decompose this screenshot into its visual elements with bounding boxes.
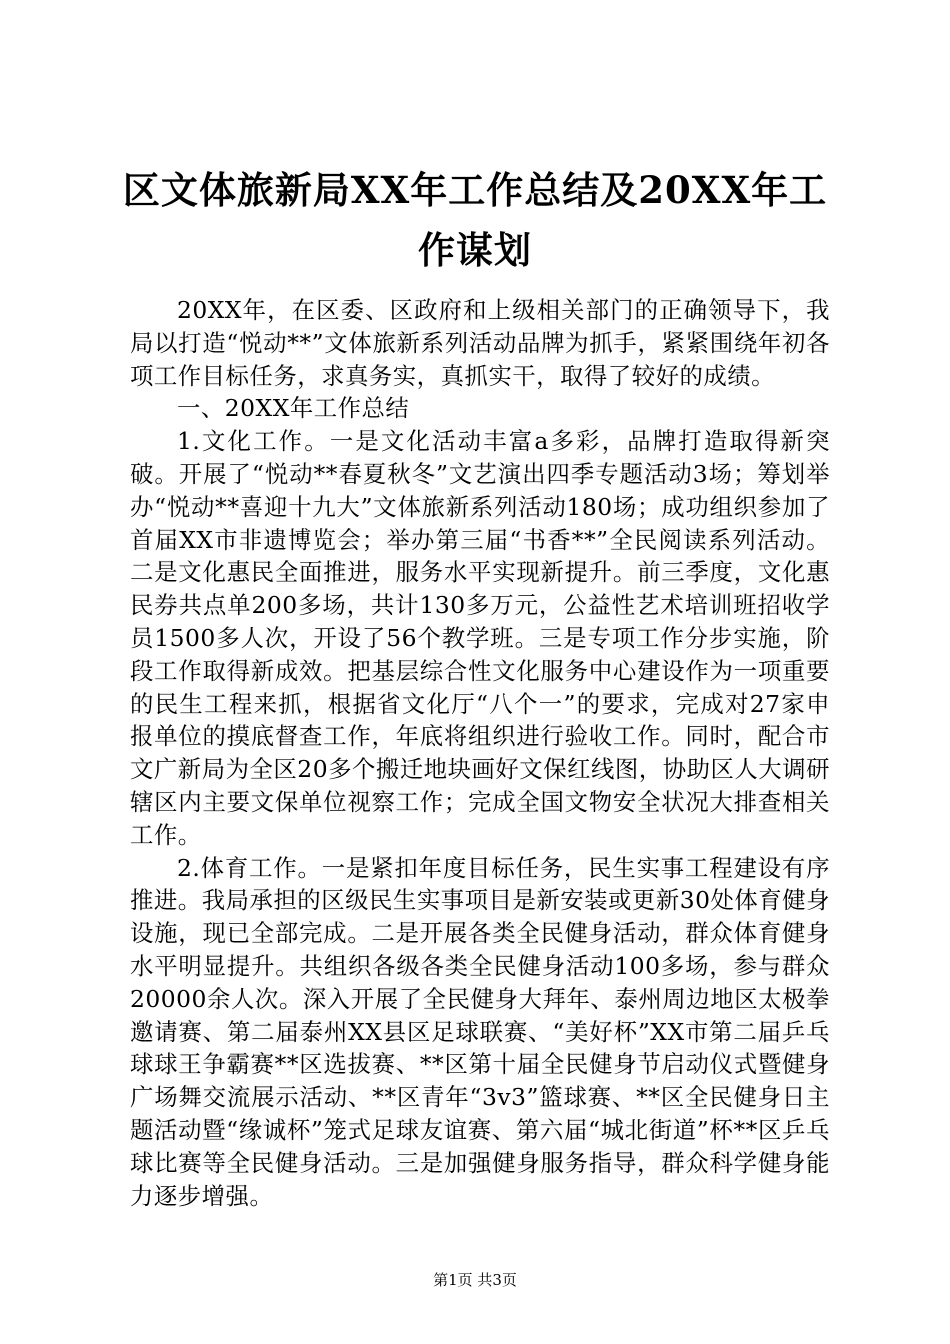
section-heading: 一、20XX年工作总结 xyxy=(177,394,410,423)
intro-paragraph: 20XX年，在区委、区政府和上级相关部门的正确领导下，我局以打造“悦动**”文体旅新系列活动品牌为抓手，紧紧围绕年初各项工作目标任务，求真务实，真抓实干，取得了较好的成绩。 xyxy=(130,296,830,390)
culture-work-paragraph: 1.文化工作。一是文化活动丰富a多彩，品牌打造取得新突破。开展了“悦动**春夏秋冬”文艺演出四季专题活动3场；筹划举办“悦动**喜迎十九大”文体旅新系列活动180场；成功组织参加了首届XX市非遗博览会；举办第三届“书香**”全民阅读系列活动。二是文化惠民全面推进，服务水平实现新提升。前三季度，文化惠民券共点单200多场，共计130多万元，公益性艺术培训班招收学员1500多人次，开设了56个教学班。三是专项工作分步实施，阶段工作取得新成效。把基层综合性文化服务中心建设作为一项重要的民生工程来抓，根据省文化厅“八个一”的要求，完成对27家申报单位的摸底督查工作，年底将组织进行验收工作。同时，配合市文广新局为全区20多个搬迁地块画好文保红线图，协助区人大调研辖区内主要文保单位视察工作；完成全国文物安全状况大排查相关工作。 xyxy=(130,427,830,849)
document-body xyxy=(130,294,830,1212)
sports-work-paragraph: 2.体育工作。一是紧扣年度目标任务，民生实事工程建设有序推进。我局承担的区级民生实事项目是新安装或更新30处体育健身设施，现已全部完成。二是开展各类全民健身活动，群众体育健身水平明显提升。共组织各级各类全民健身活动100多场，参与群众20000余人次。深入开展了全民健身大拜年、泰州周边地区太极拳邀请赛、第二届泰州XX县区足球联赛、“美好杯”XX市第二届乒乓球球王争霸赛**区选拔赛、**区第十届全民健身节启动仪式暨健身广场舞交流展示活动、**区青年“3v3”篮球赛、**区全民健身日主题活动暨“缘诚杯”笼式足球友谊赛、第六届“城北街道”杯**区乒乓球比赛等全民健身活动。三是加强健身服务指导，群众科学健身能力逐步增强。 xyxy=(130,853,830,1210)
document-title: 区文体旅新局XX年工作总结及20XX年工作谋划 xyxy=(122,168,828,272)
page-footer: 第1页 共3页 xyxy=(433,1271,517,1289)
